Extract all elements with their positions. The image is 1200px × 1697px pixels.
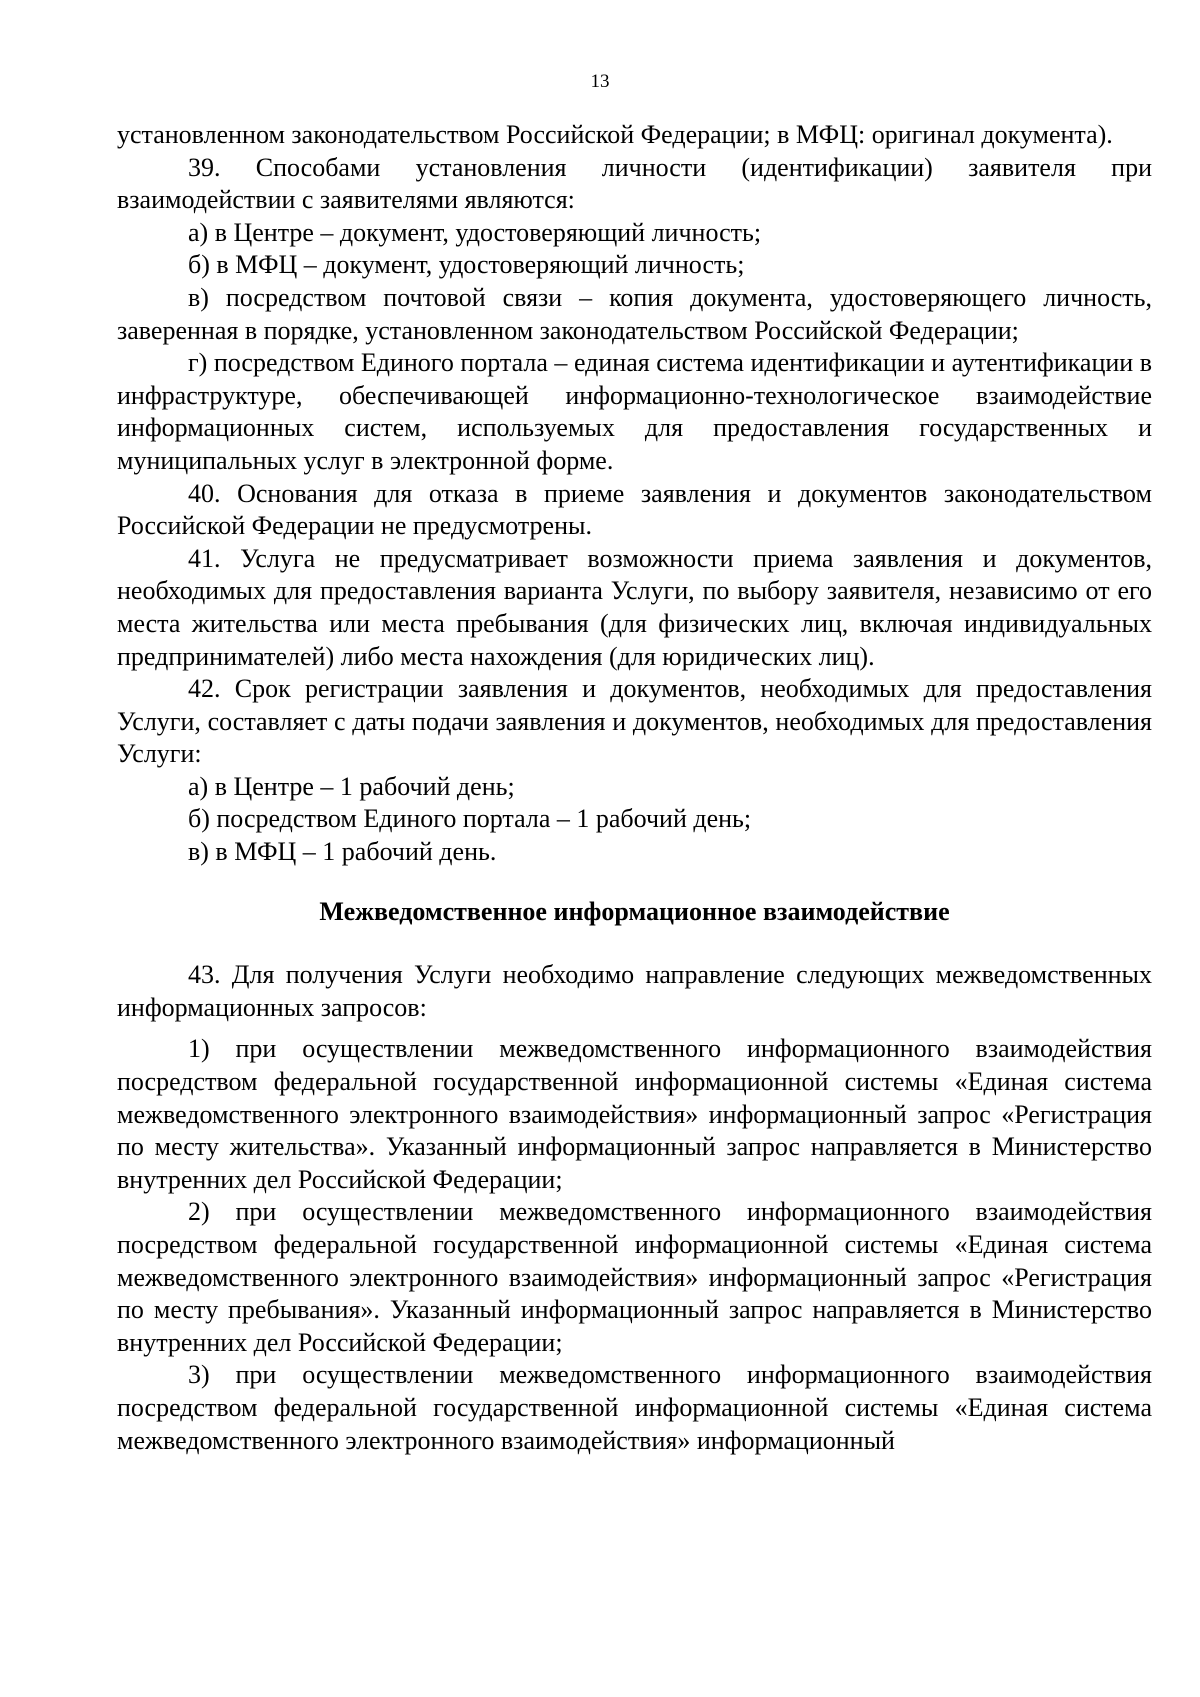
paragraph-39-g: г) посредством Единого портала – единая система идентификации и аутентификации в инфраструктуре, обеспечивающей информационно-технологическое взаимодействие информационных систем, используемых для предоставления государственных и муниципальных услуг в электронной форме. [117, 348, 1152, 475]
paragraph-43: 43. Для получения Услуги необходимо направление следующих межведомственных информационных запросов: [117, 960, 1152, 1022]
document-body [117, 119, 1152, 1457]
paragraph-39-a: а) в Центре – документ, удостоверяющий личность; [188, 217, 762, 247]
paragraph-39-v: в) посредством почтовой связи – копия документа, удостоверяющего личность, заверенная в порядке, установленном законодательством Российской Федерации; [117, 282, 1152, 345]
paragraph-42: 42. Срок регистрации заявления и документов, необходимых для предоставления Услуги, составляет с даты подачи заявления и документов, необходимых для предоставления Услуги: [117, 674, 1152, 769]
paragraph-43-2: 2) при осуществлении межведомственного информационного взаимодействия посредством федеральной государственной информационной системы «Единая система межведомственного электронного взаимодействия» информационный запрос «Регистрация по месту пребывания». Указанный информационный запрос направляется в Министерство внутренних дел Российской Федерации; [117, 1197, 1152, 1357]
paragraph-43-3: 3) при осуществлении межведомственного информационного взаимодействия посредством федеральной государственной информационной системы «Единая система межведомственного электронного взаимодействия» информационный [117, 1360, 1152, 1455]
paragraph-42-v: в) в МФЦ – 1 рабочий день. [188, 837, 497, 867]
paragraph-43-1: 1) при осуществлении межведомственного информационного взаимодействия посредством федеральной государственной информационной системы «Единая система межведомственного электронного взаимодействия» информационный запрос «Регистрация по месту жительства». Указанный информационный запрос направляется в Министерство внутренних дел Российской Федерации; [117, 1034, 1152, 1194]
paragraph-41: 41. Услуга не предусматривает возможности приема заявления и документов, необходимых для предоставления варианта Услуги, по выбору заявителя, независимо от его места жительства или места пребывания (для физических лиц, включая индивидуальных предпринимателей) либо места нахождения (для юридических лиц). [117, 543, 1152, 671]
section-heading: Межведомственное информационное взаимодействие [319, 896, 950, 926]
paragraph-40: 40. Основания для отказа в приеме заявления и документов законодательством Российской Федерации не предусмотрены. [117, 478, 1152, 541]
paragraph-42-a: а) в Центре – 1 рабочий день; [188, 771, 515, 801]
page-number: 13 [590, 71, 610, 92]
paragraph-42-b: б) посредством Единого портала – 1 рабочий день; [188, 804, 752, 834]
paragraph-continuation: установленном законодательством Российской Федерации; в МФЦ: оригинал документа). [117, 120, 1113, 149]
paragraph-39: 39. Способами установления личности (идентификации) заявителя при взаимодействии с заявителями являются: [117, 152, 1152, 215]
paragraph-39-b: б) в МФЦ – документ, удостоверяющий личность; [188, 250, 745, 280]
